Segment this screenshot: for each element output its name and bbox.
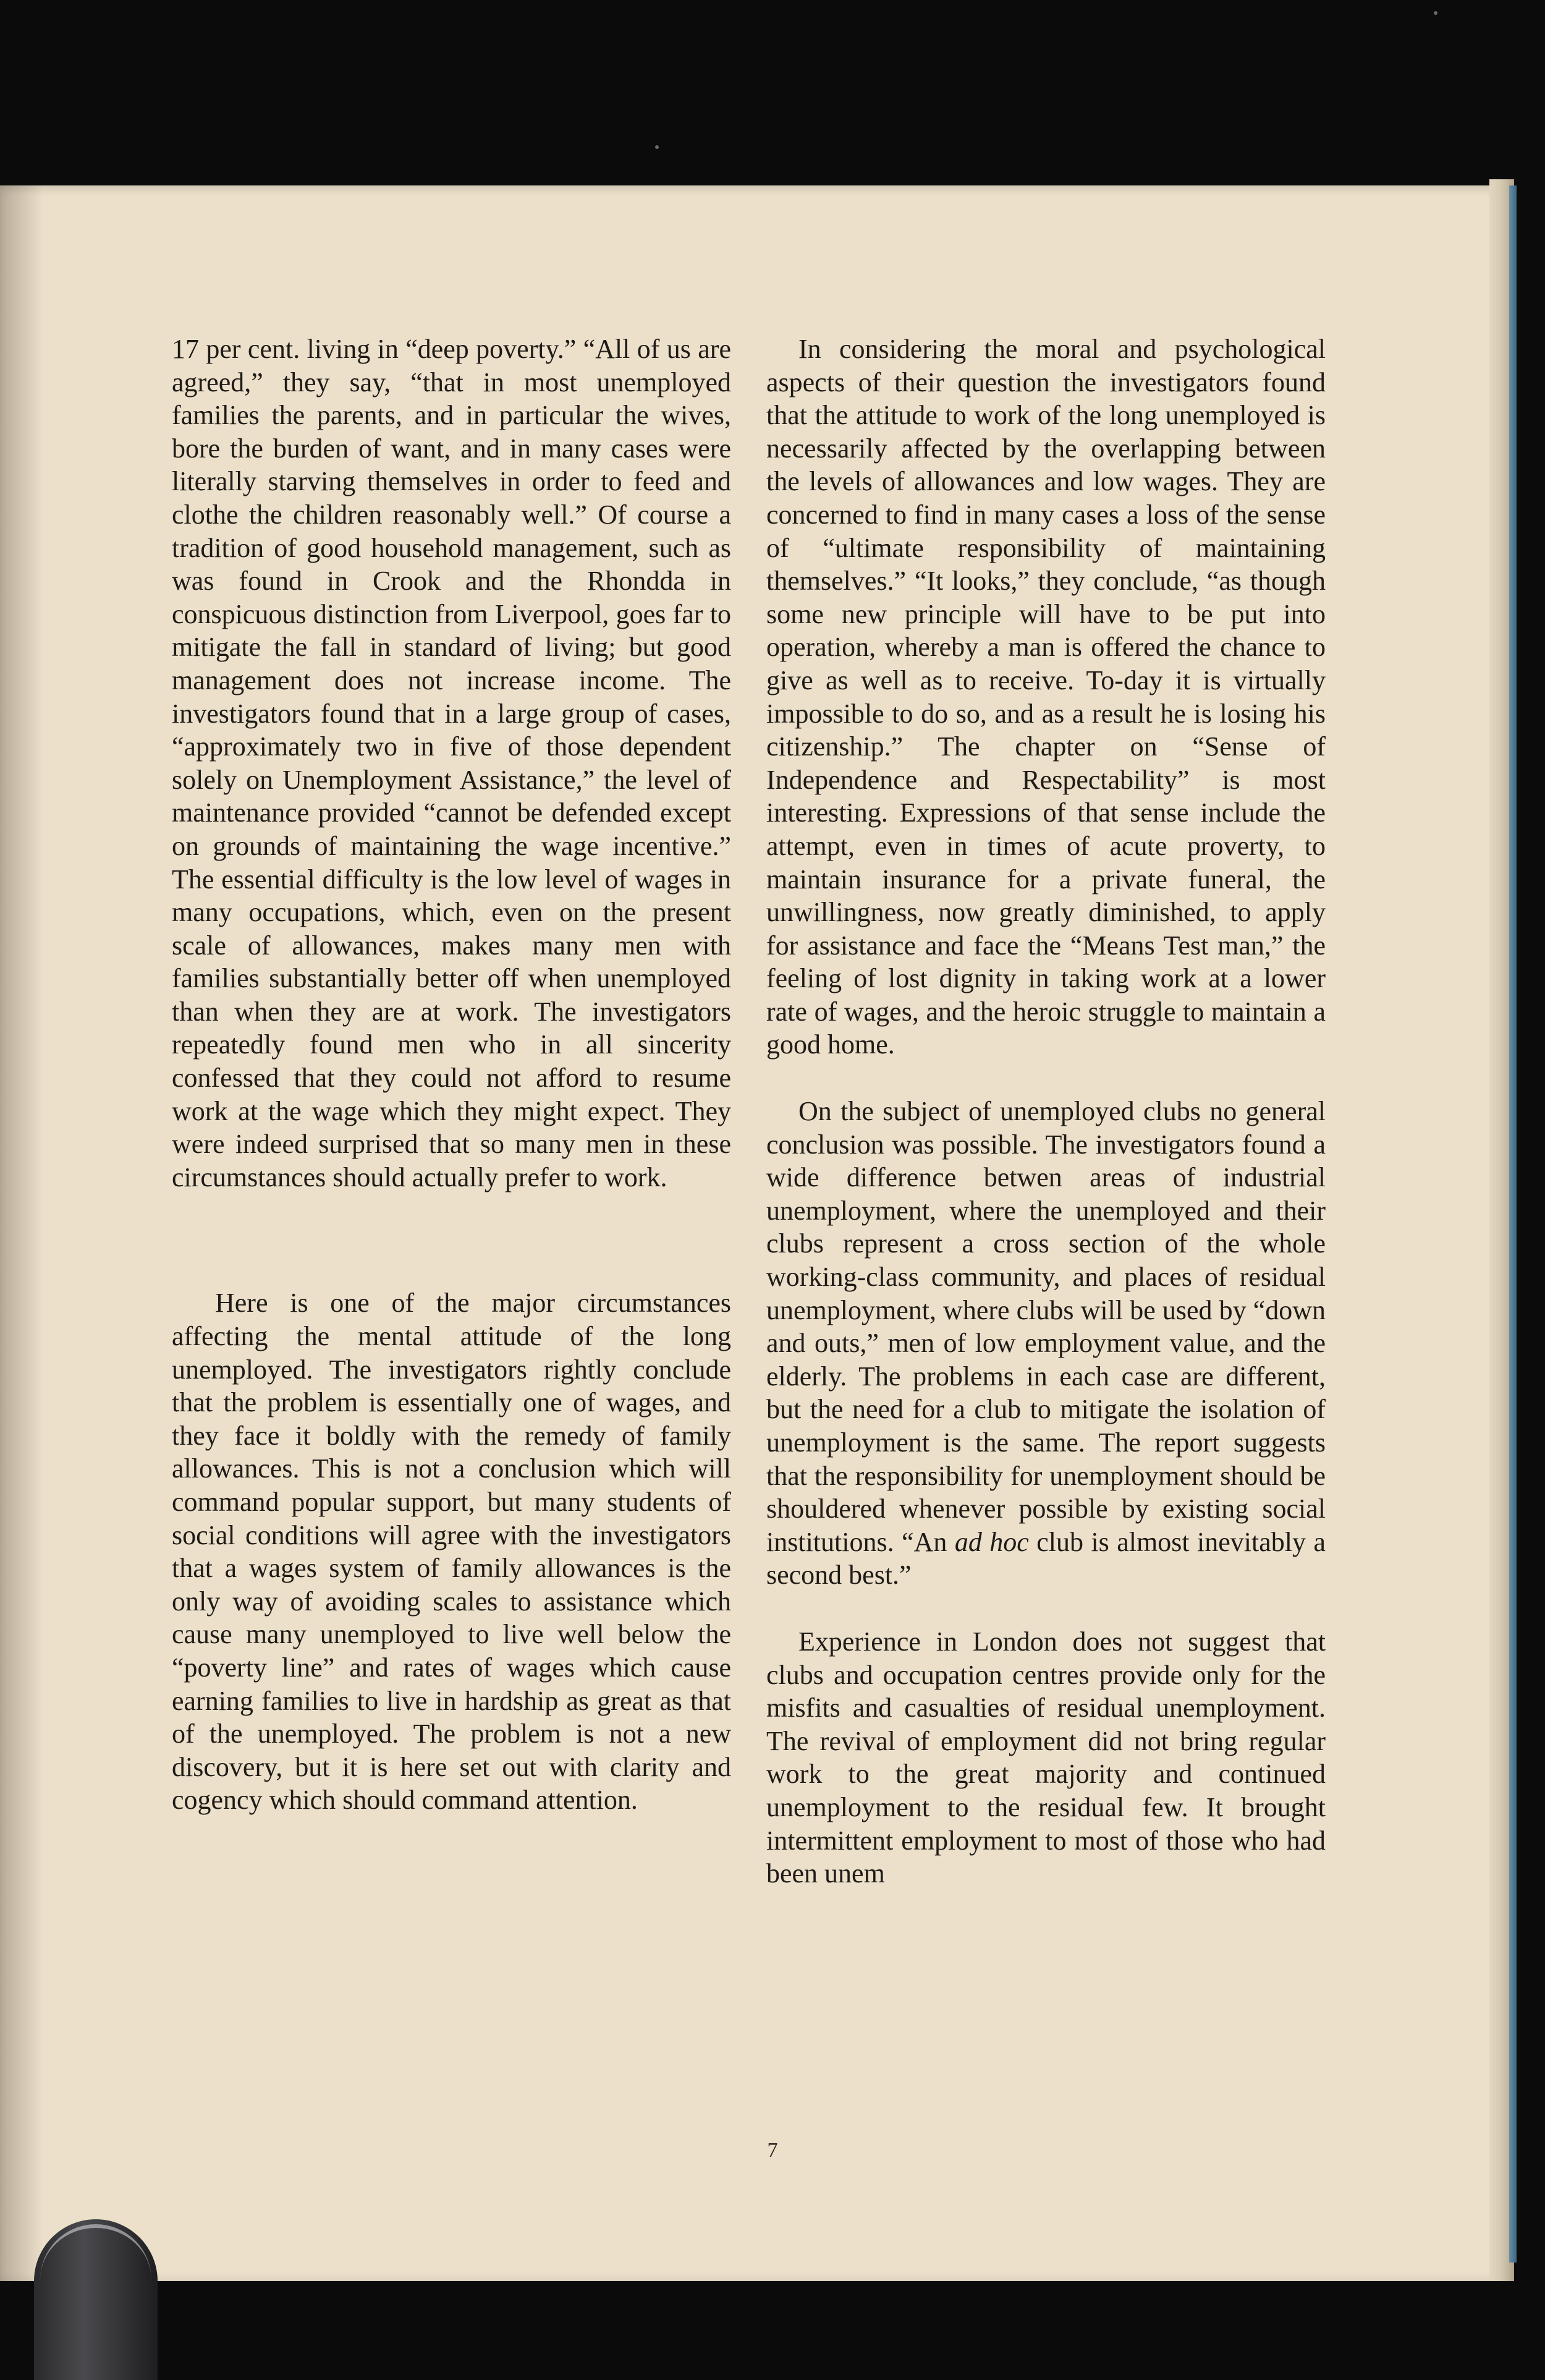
cover-edge — [1509, 185, 1517, 2263]
left-paragraph-2: Here is one of the major circumstances affecting the mental attitude of the long unemployed. The investigators rightly conclude that the problem is essentially one of wages, and they face it boldly with the remedy of family allowances. This is not a conclusion which will command popular support, but many students of social conditions will agree with the investigators that a wages system of family allowances is the only way of avoiding scales to assistance which cause many unemployed to live well below the “poverty line” and rates of wages which cause earning families to live in hardship as great as that of the unemployed. The problem is not a new discovery, but it is here set out with clarity and cogency which should command attention. — [172, 1288, 731, 1816]
right-paragraph-1: In considering the moral and psychological aspects of their question the investigators found that the attitude to work of the long unemployed is necessarily affected by the overlapping between the levels of allowances and low wages. They are concerned to find in many cases a loss of the sense of “ultimate responsibility of maintaining themselves.” “It looks,” they conclude, “as though some new principle will have to be put into operation, whereby a man is offered the chance to give as well as to receive. To-day it is virtually impossible to do so, and as a result he is losing his citizenship.” The chapter on “Sense of Independence and Respectability” is most interesting. Expressions of that sense include the attempt, even in times of acute proverty, to maintain insurance for a private funeral, the unwillingness, now greatly diminished, to apply for assistance and face the “Means Test man,” the feeling of lost dignity in taking work at a lower rate of wages, and the heroic struggle to maintain a good home. — [766, 334, 1326, 1060]
dust-speck — [1434, 11, 1437, 15]
dust-speck — [655, 145, 659, 149]
page-gutter-shadow — [0, 185, 43, 2281]
right-column — [766, 333, 1326, 1890]
right-paragraph-2: On the subject of unemployed clubs no general conclusion was possible. The investigators found a wide difference betwen areas of industrial unemployment, where the unemployed and their clubs represent a cross section of the whole working-class community, and places of residual unemployment, where clubs will be used by “down and outs,” men of low employment value, and the elderly. The problems in each case are different, but the need for a club to mitigate the isolation of unemployment is the same. The report suggests that the responsibility for unemployment should be shouldered whenever possible by existing social institutions. “An ad hoc club is almost inevitably a second best.” — [766, 1096, 1326, 1591]
italic-phrase: ad hoc — [954, 1526, 1029, 1557]
left-paragraph-1: 17 per cent. living in “deep poverty.” “All of us are agreed,” they say, “that in most unemployed families the parents, and in particular the wives, bore the burden of want, and in many cases were literally starving themselves in order to feed and clothe the children reasonably well.” Of course a tradition of good household management, such as was found in Crook and the Rhondda in conspicuous distinction from Liverpool, goes far to mitigate the fall in standard of living; but good management does not increase income. The investigators found that in a large group of cases, “approximately two in five of those dependent solely on Unemployment Assistance,” the level of maintenance provided “cannot be defended except on grounds of maintaining the wage incentive.” The essential difficulty is the low level of wages in many occupations, which, even on the present scale of allowances, makes many men with families substantially better off when unemployed than when they are at work. The investigators repeatedly found men who in all sincerity confessed that they could not afford to resume work at the wage which they might expect. They were indeed surprised that so many men in these circumstances should actually prefer to work. — [172, 334, 731, 1192]
right-paragraph-3: Experience in London does not suggest that clubs and occupation centres provide only for the misfits and casualties of residual unemployment. The revival of employment did not bring regular work to the great majority and continued unemployment to the residual few. It brought intermittent employment to most of those who had been unem — [766, 1626, 1326, 1889]
page-number: 7 — [767, 2139, 778, 2162]
left-column — [172, 333, 731, 1817]
